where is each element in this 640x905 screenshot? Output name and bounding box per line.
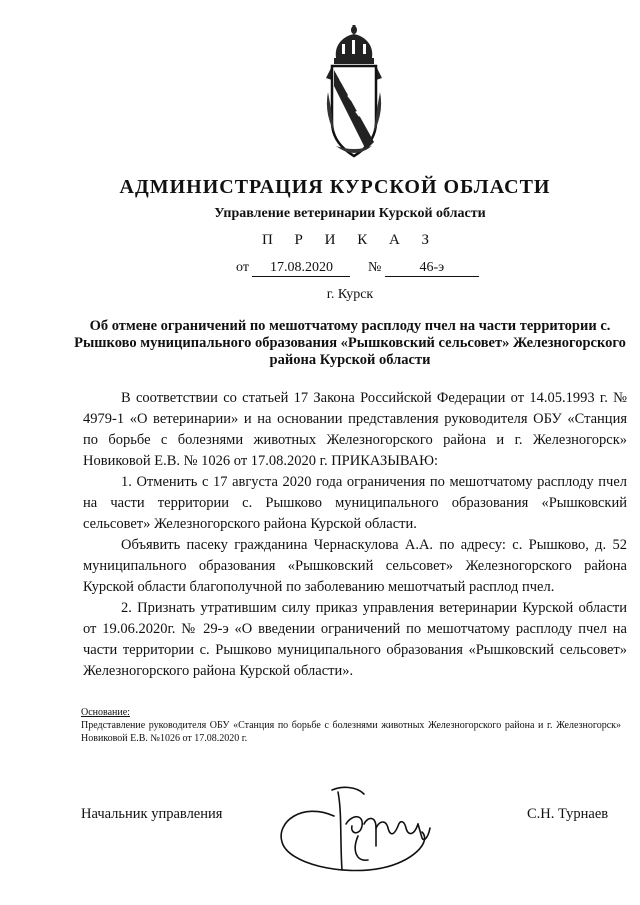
order-body: [83, 388, 627, 682]
coat-of-arms-icon: [322, 22, 386, 172]
preamble-paragraph: В соответствии со статьей 17 Закона Российской Федерации от 14.05.1993 г. № 4979-1 «О ветеринарии» и на основании представления руководителя ОБУ «Станция по борьбе с болезнями животных Железногорского района и г. Железногорск» Новиковой Е.В. № 1026 от 17.08.2020 г. ПРИКАЗЫВАЮ:: [83, 390, 627, 469]
order-subject: Об отмене ограничений по мешотчатому расплоду пчел на части территории с. Рышково муниципального образования «Рышковский сельсовет» Железногорского района Курской области: [74, 318, 626, 368]
order-date: 17.08.2020: [252, 260, 350, 277]
basis-label: Основание:: [81, 707, 130, 718]
city: г. Курск: [326, 287, 374, 302]
date-prefix: от: [236, 260, 249, 275]
item-1-extra-paragraph: Объявить пасеку гражданина Чернаскулова А.А. по адресу: с. Рышково, д. 52 муниципального образования «Рышковский сельсовет» Железногорского района Курской области благополучной по заболеванию мешотчатый расплод пчел.: [83, 537, 627, 595]
item-2-paragraph: 2. Признать утратившим силу приказ управления ветеринарии Курской области от 19.06.2020г. № 29-э «О введении ограничений по мешотчатому расплоду пчел на части территории с. Рышково муниципального образования «Рышковский сельсовет» Железногорского района Курской области».: [83, 600, 627, 679]
basis-note: [81, 706, 621, 745]
item-1-paragraph: 1. Отменить с 17 августа 2020 года ограничения по мешотчатому расплоду пчел на части территории с. Рышково муниципального образования «Рышковский сельсовет» Железногорского района Курской области.: [83, 474, 627, 532]
order-details: [236, 260, 479, 277]
signature-icon: [272, 772, 442, 882]
signer-name: С.Н. Турнаев: [527, 806, 609, 822]
basis-text: Представление руководителя ОБУ «Станция по борьбе с болезнями животных Железногорского района и г. Железногорск» Новиковой Е.В. №1026 от 17.08.2020 г.: [81, 720, 621, 744]
number-prefix: №: [367, 260, 382, 275]
department-name: Управление ветеринарии Курской области: [214, 206, 486, 221]
organization-title: АДМИНИСТРАЦИЯ КУРСКОЙ ОБЛАСТИ: [119, 176, 551, 198]
document-type: П Р И К А З: [261, 232, 439, 248]
order-number: 46-э: [385, 260, 479, 277]
signer-title: Начальник управления: [81, 806, 223, 822]
